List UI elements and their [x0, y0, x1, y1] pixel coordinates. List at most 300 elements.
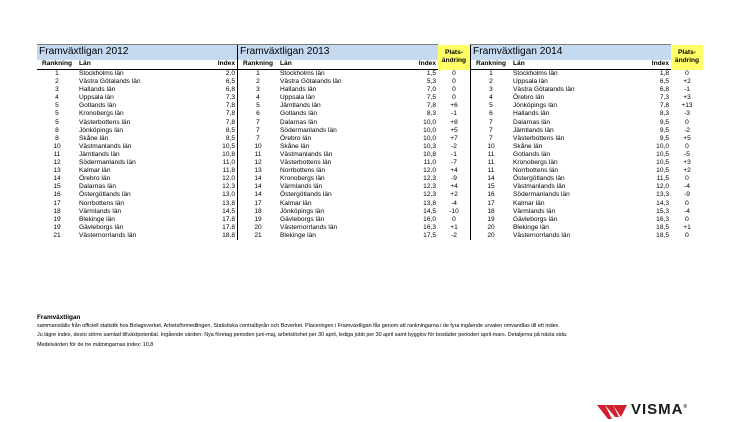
table-row [238, 70, 471, 79]
lan-cell: Västerbottens län [79, 118, 131, 126]
table-2013 [237, 44, 470, 240]
index-cell: 10,0 [423, 134, 436, 142]
table-row [471, 110, 704, 118]
rank-cell: 14 [238, 191, 279, 199]
table-row [471, 143, 704, 151]
table-row [471, 127, 704, 135]
rank-cell: 10 [238, 143, 279, 151]
plats-cell: -9 [684, 191, 690, 199]
table-row [238, 151, 471, 159]
table-row [238, 119, 471, 127]
table-row [37, 86, 237, 94]
registered-mark: ® [683, 404, 689, 410]
rank-cell: 10 [471, 143, 512, 151]
rank-cell: 14 [238, 183, 279, 191]
table-2014 [470, 44, 703, 240]
index-cell: 11,8 [222, 167, 235, 175]
lan-cell: Gotlands län [513, 150, 551, 158]
index-cell: 9,5 [659, 134, 669, 142]
lan-cell: Blekinge län [280, 231, 316, 239]
col-index-header: Index [203, 60, 237, 70]
lan-cell: Västerbottens län [513, 134, 565, 142]
plats-cell: -1 [451, 150, 457, 158]
index-cell: 10,5 [656, 159, 669, 167]
rank-cell: 5 [55, 102, 59, 110]
rank-cell: 1 [471, 70, 512, 79]
table-row [238, 110, 471, 118]
rank-cell: 7 [471, 135, 512, 143]
table-row [471, 135, 704, 143]
plats-cell: 0 [452, 94, 456, 102]
plats-cell: -9 [451, 175, 457, 183]
rank-cell: 8 [55, 126, 59, 134]
table-2012 [37, 44, 237, 240]
index-cell: 13,3 [656, 191, 669, 199]
lan-cell: Blekinge län [513, 223, 549, 231]
table-row [471, 151, 704, 159]
table-row [37, 216, 237, 224]
lan-cell: Gotlands län [280, 110, 318, 118]
table-row [37, 78, 237, 86]
plats-cell: -2 [684, 126, 690, 134]
plats-cell: +1 [683, 223, 691, 231]
table-2012-body [37, 70, 237, 240]
table-row [471, 175, 704, 183]
table-row [238, 167, 471, 175]
lan-cell: Örebro län [513, 94, 545, 102]
table-row [471, 78, 704, 86]
lan-cell: Uppsala län [513, 78, 548, 86]
lan-cell: Jämtlands län [513, 126, 554, 134]
table-2014-body [471, 70, 704, 240]
index-cell: 16,0 [423, 215, 436, 223]
rank-cell: 5 [55, 110, 59, 118]
rank-cell: 16 [53, 191, 61, 199]
rank-cell: 6 [471, 110, 512, 118]
index-cell: 11,0 [423, 159, 436, 167]
index-cell: 18,5 [656, 223, 669, 231]
table-row [471, 70, 704, 79]
table-row [238, 127, 471, 135]
lan-cell: Västmanlands län [79, 142, 132, 150]
lan-cell: Kronobergs län [79, 110, 124, 118]
col-index-header: Index [404, 60, 438, 70]
rank-cell: 18 [471, 208, 512, 216]
table-row [238, 191, 471, 199]
plats-label-line1: Plats- [445, 49, 463, 56]
index-cell: 15,3 [656, 207, 669, 215]
table-row [471, 86, 704, 94]
plats-cell: +7 [450, 134, 458, 142]
index-cell: 9,5 [659, 118, 669, 126]
plats-cell: 0 [685, 231, 689, 239]
lan-cell: Skåne län [280, 142, 310, 150]
col-rank-header: Rankning [37, 60, 77, 70]
table-row [471, 119, 704, 127]
table-row [238, 200, 471, 208]
index-cell: 10,3 [423, 142, 436, 150]
table-row [37, 151, 237, 159]
index-cell: 14,5 [423, 207, 436, 215]
plats-cell: 0 [685, 69, 689, 77]
lan-cell: Östergötlands län [513, 175, 565, 183]
rank-cell: 17 [53, 199, 61, 207]
table-row [471, 159, 704, 167]
rank-cell: 19 [53, 215, 61, 223]
table-row [471, 224, 704, 232]
lan-cell: Norrbottens län [513, 167, 559, 175]
lan-cell: Dalarnas län [280, 118, 318, 126]
plats-cell: 0 [685, 118, 689, 126]
table-row [37, 224, 237, 232]
lan-cell: Västmanlands län [513, 183, 566, 191]
rank-cell: 11 [53, 150, 61, 158]
rank-cell: 15 [53, 183, 61, 191]
table-row [37, 183, 237, 191]
rank-cell: 11 [471, 159, 512, 167]
plats-cell: -10 [449, 207, 459, 215]
rank-cell: 2 [238, 78, 279, 86]
plats-cell: -4 [451, 199, 457, 207]
table-row [37, 110, 237, 118]
index-cell: 16,3 [656, 215, 669, 223]
footnote-title: Framväxtligan [37, 314, 81, 321]
plats-cell: -4 [684, 207, 690, 215]
table-row [37, 167, 237, 175]
table-row [238, 102, 471, 110]
plats-cell: +3 [683, 94, 691, 102]
table-2013-body [238, 70, 471, 240]
lan-cell: Norrbottens län [79, 199, 125, 207]
table-row [471, 183, 704, 191]
rank-cell: 7 [238, 119, 279, 127]
index-cell: 7,3 [225, 94, 235, 102]
table-row [37, 94, 237, 102]
plats-cell: +2 [683, 78, 691, 86]
lan-cell: Västmanlands län [280, 150, 333, 158]
plats-cell: +1 [450, 223, 458, 231]
lan-cell: Kalmar län [79, 167, 111, 175]
index-cell: 1,8 [659, 70, 669, 77]
plats-cell: +5 [450, 126, 458, 134]
table-row [471, 102, 704, 110]
lan-cell: Jönköpings län [280, 207, 324, 215]
index-cell: 9,5 [659, 126, 669, 134]
lan-cell: Södermanlands län [513, 191, 570, 199]
table-row [238, 216, 471, 224]
index-cell: 12,0 [656, 183, 669, 191]
index-cell: 18,8 [222, 231, 235, 239]
lan-cell: Hallands län [280, 86, 317, 94]
plats-cell: +8 [450, 118, 458, 126]
plats-cell: -2 [451, 142, 457, 150]
rank-cell: 13 [53, 167, 61, 175]
index-cell: 1,5 [426, 70, 436, 77]
lan-cell: Västernorrlands län [79, 231, 137, 239]
table-row [238, 224, 471, 232]
index-cell: 10,5 [656, 167, 669, 175]
rank-cell: 4 [238, 94, 279, 102]
index-cell: 6,5 [659, 78, 669, 86]
rank-cell: 19 [53, 223, 61, 231]
plats-cell: +4 [450, 183, 458, 191]
table-row [37, 175, 237, 183]
plats-cell: +6 [450, 102, 458, 110]
index-cell: 13,0 [222, 191, 235, 199]
lan-cell: Jämtlands län [280, 102, 321, 110]
index-cell: 10,5 [222, 142, 235, 150]
rank-cell: 7 [238, 127, 279, 135]
rank-cell: 3 [238, 86, 279, 94]
rank-cell: 7 [471, 119, 512, 127]
footnote-line-3: Medelvärden för de tre mätningarnas index: 10,8 [37, 341, 154, 348]
table-row [471, 191, 704, 199]
lan-cell: Stockholms län [280, 70, 325, 77]
rank-cell: 14 [471, 175, 512, 183]
footnote-line-1: sammanställs från officiell statistik hos Bolagsverket, Arbetsförmedlingen, Statistiska centralbyrån och Boverket. Placeringen i Framväxtligan fås genom att rankningarna i de fyra ingående urvalen omvandlas till ett index. [37, 323, 560, 329]
index-cell: 7,8 [225, 118, 235, 126]
plats-cell: 0 [685, 199, 689, 207]
index-cell: 8,5 [225, 126, 235, 134]
rank-cell: 11 [471, 167, 512, 175]
table-row [37, 135, 237, 143]
rank-cell: 2 [55, 78, 59, 86]
index-cell: 10,5 [656, 150, 669, 158]
index-cell: 13,8 [222, 199, 235, 207]
table-row [37, 119, 237, 127]
plats-cell: +13 [681, 102, 693, 110]
col-lan-header: Län [278, 60, 404, 70]
index-cell: 7,0 [426, 86, 436, 94]
rank-cell: 15 [471, 183, 512, 191]
table-row [37, 200, 237, 208]
plats-cell: 0 [685, 175, 689, 183]
table-row [471, 216, 704, 224]
lan-cell: Dalarnas län [79, 183, 117, 191]
col-lan-header: Län [77, 60, 203, 70]
lan-cell: Uppsala län [79, 94, 114, 102]
lan-cell: Västerbottens län [280, 159, 332, 167]
plats-cell: -5 [684, 150, 690, 158]
plats-label-line2: ändring [441, 57, 467, 64]
table-row [471, 167, 704, 175]
table-row [37, 159, 237, 167]
rank-cell: 11 [238, 151, 279, 159]
plats-cell: -1 [684, 86, 690, 94]
lan-cell: Skåne län [513, 142, 543, 150]
lan-cell: Gävleborgs län [280, 215, 325, 223]
lan-cell: Värmlands län [513, 207, 556, 215]
lan-cell: Hallands län [79, 86, 116, 94]
rank-cell: 17 [471, 200, 512, 208]
table-row [471, 200, 704, 208]
lan-cell: Kalmar län [280, 199, 312, 207]
rank-cell: 4 [55, 94, 59, 102]
plats-cell: +3 [683, 159, 691, 167]
lan-cell: Gotlands län [79, 102, 117, 110]
table-2014-title: Framväxtligan 2014 [471, 45, 672, 61]
lan-cell: Jämtlands län [79, 150, 120, 158]
table-row [238, 86, 471, 94]
rank-cell: 2 [471, 78, 512, 86]
rank-cell: 5 [471, 102, 512, 110]
rank-cell: 16 [471, 191, 512, 199]
index-cell: 11,5 [656, 175, 669, 183]
plats-cell: +5 [683, 134, 691, 142]
table-row [238, 143, 471, 151]
lan-cell: Värmlands län [79, 207, 122, 215]
lan-cell: Västernorrlands län [280, 223, 338, 231]
table-row [37, 208, 237, 216]
lan-cell: Östergötlands län [280, 191, 332, 199]
table-row [238, 94, 471, 102]
col-index-header: Index [637, 60, 671, 70]
plats-cell: 0 [452, 69, 456, 77]
index-cell: 11,0 [222, 159, 235, 167]
index-cell: 7,3 [659, 94, 669, 102]
lan-cell: Stockholms län [513, 70, 558, 77]
rank-cell: 1 [55, 70, 59, 77]
tables-container [37, 44, 703, 240]
index-cell: 10,8 [423, 150, 436, 158]
index-cell: 12,3 [423, 175, 436, 183]
plats-cell: -3 [684, 110, 690, 118]
index-cell: 8,3 [659, 110, 669, 118]
visma-logo-word: VISMA [631, 401, 684, 418]
rank-cell: 20 [471, 232, 512, 240]
table-2012-title: Framväxtligan 2012 [37, 45, 237, 61]
table-row [238, 183, 471, 191]
plats-cell: +2 [683, 167, 691, 175]
lan-cell: Kronobergs län [513, 159, 558, 167]
lan-cell: Södermanlands län [280, 126, 337, 134]
table-row [471, 94, 704, 102]
plats-cell: -4 [684, 183, 690, 191]
lan-cell: Dalarnas län [513, 118, 551, 126]
index-cell: 5,3 [426, 78, 436, 86]
rank-cell: 21 [238, 232, 279, 240]
rank-cell: 12 [238, 159, 279, 167]
table-row [238, 78, 471, 86]
rank-cell: 18 [238, 208, 279, 216]
lan-cell: Värmlands län [280, 183, 323, 191]
index-cell: 7,8 [225, 102, 235, 110]
index-cell: 12,0 [423, 167, 436, 175]
rank-cell: 13 [238, 167, 279, 175]
lan-cell: Skåne län [79, 134, 109, 142]
plats-cell: 0 [452, 86, 456, 94]
rank-cell: 10 [53, 142, 61, 150]
visma-chevron-icon [597, 403, 627, 421]
plats-cell: +4 [450, 167, 458, 175]
rank-cell: 1 [238, 70, 279, 79]
table-row [238, 175, 471, 183]
table-row [471, 208, 704, 216]
lan-cell: Jönköpings län [513, 102, 557, 110]
rank-cell: 5 [55, 118, 59, 126]
plats-cell: 0 [452, 215, 456, 223]
lan-cell: Norrbottens län [280, 167, 326, 175]
rank-cell: 7 [471, 127, 512, 135]
lan-cell: Kronobergs län [280, 175, 325, 183]
plats-header-2013 [438, 45, 470, 70]
index-cell: 12,3 [423, 183, 436, 191]
index-cell: 8,3 [426, 110, 436, 118]
lan-cell: Östergötlands län [79, 191, 131, 199]
index-cell: 14,3 [656, 199, 669, 207]
lan-cell: Blekinge län [79, 215, 115, 223]
lan-cell: Uppsala län [280, 94, 315, 102]
rank-cell: 19 [238, 216, 279, 224]
lan-cell: Hallands län [513, 110, 550, 118]
index-cell: 6,8 [659, 86, 669, 94]
lan-cell: Kalmar län [513, 199, 545, 207]
table-row [37, 127, 237, 135]
rank-cell: 3 [55, 86, 59, 94]
index-cell: 12,3 [222, 183, 235, 191]
table-row [37, 102, 237, 110]
table-row [238, 135, 471, 143]
footnote [37, 313, 717, 350]
index-cell: 10,0 [423, 126, 436, 134]
table-row [37, 143, 237, 151]
plats-cell: +2 [450, 191, 458, 199]
table-row [37, 70, 237, 79]
lan-cell: Gävleborgs län [513, 215, 558, 223]
table-row [37, 232, 237, 240]
index-cell: 10,8 [222, 150, 235, 158]
index-cell: 2,0 [225, 70, 235, 77]
index-cell: 17,5 [423, 231, 436, 239]
col-rank-header: Rankning [238, 60, 279, 70]
index-cell: 8,5 [225, 134, 235, 142]
index-cell: 13,8 [423, 199, 436, 207]
footnote-line-2: Ju lägre index, desto större samlad tillväxtpotential. Ingående värden: Nya företag perioden juni-maj, arbetslöshet per 30 april, lediga jobb per 30 april samt bygglov för bostäder perioden april-mars. Detaljerna på nästa sida. [37, 332, 568, 339]
rank-cell: 18 [53, 207, 61, 215]
rank-cell: 20 [238, 224, 279, 232]
rank-cell: 14 [53, 175, 61, 183]
index-cell: 17,8 [222, 223, 235, 231]
rank-cell: 14 [238, 175, 279, 183]
rank-cell: 8 [55, 134, 59, 142]
lan-cell: Södermanlands län [79, 159, 136, 167]
lan-cell: Örebro län [79, 175, 111, 183]
rank-cell: 11 [471, 151, 512, 159]
plats-cell: -1 [451, 110, 457, 118]
index-cell: 6,5 [225, 78, 235, 86]
plats-cell: -2 [451, 231, 457, 239]
lan-cell: Västra Götalands län [513, 86, 575, 94]
table-2013-title: Framväxtligan 2013 [238, 45, 439, 61]
lan-cell: Västernorrlands län [513, 231, 571, 239]
index-cell: 10,0 [656, 142, 669, 150]
table-row [238, 232, 471, 240]
plats-label-line2: ändring [674, 57, 700, 64]
col-lan-header: Län [511, 60, 637, 70]
table-row [37, 191, 237, 199]
lan-cell: Jönköpings län [79, 126, 123, 134]
col-rank-header: Rankning [471, 60, 512, 70]
index-cell: 18,5 [656, 231, 669, 239]
plats-cell: 0 [685, 215, 689, 223]
table-row [471, 232, 704, 240]
index-cell: 12,3 [423, 191, 436, 199]
index-cell: 10,0 [423, 118, 436, 126]
index-cell: 6,8 [225, 86, 235, 94]
index-cell: 7,8 [225, 110, 235, 118]
table-row [238, 208, 471, 216]
rank-cell: 3 [471, 86, 512, 94]
